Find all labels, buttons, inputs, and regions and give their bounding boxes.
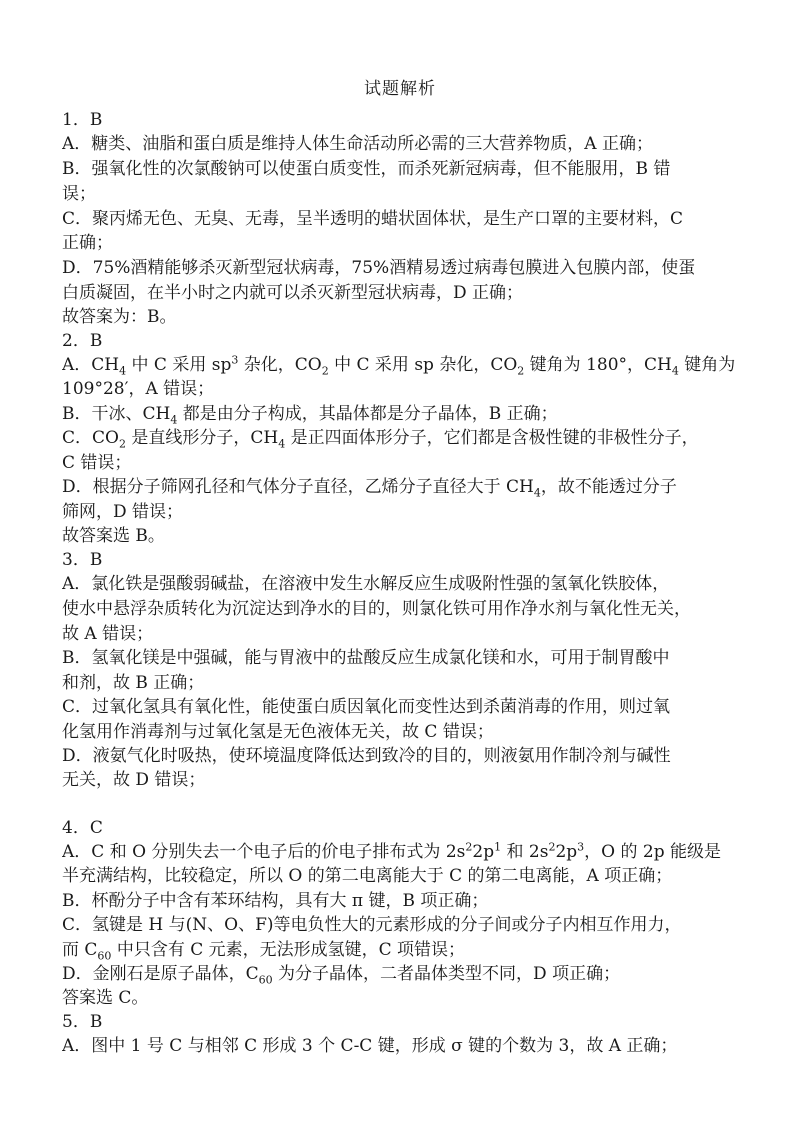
text-line: A．$CH_4$ 中 C 采用 $sp^3$ 杂化，$CO_2$ 中 C 采用 sp 杂化，$CO_2$ 键角为 180°，$CH_4$ 键角为 — [62, 353, 736, 377]
text-line: B．杯酚分子中含有苯环结构，具有大 π 键，B 项正确； — [62, 891, 489, 911]
text-line: 筛网，D 错误； — [62, 502, 184, 522]
text-line: 答案选 C。 — [62, 988, 149, 1008]
text-line: D．根据分子筛网孔径和气体分子直径，乙烯分子直径大于 $CH_4$，故不能透过分子 — [62, 477, 677, 499]
text-line: B．强氧化性的次氯酸钠可以使蛋白质变性，而杀死新冠病毒，但不能服用，B 错 — [62, 159, 671, 179]
text-line: C 错误； — [62, 453, 132, 473]
text-line: D．液氨气化时吸热，使环境温度降低达到致冷的目的，则液氨用作制冷剂与碱性 — [62, 746, 671, 766]
text-line: 使水中悬浮杂质转化为沉淀达到净水的目的，则氯化铁可用作净水剂与氧化性无关， — [62, 599, 691, 619]
text-line: C．氢键是 H 与(N、O、F)等电负性大的元素形成的分子间或分子内相互作用力， — [62, 915, 682, 935]
text-line: A．糖类、油脂和蛋白质是维持人体生命活动所必需的三大营养物质，A 正确； — [62, 134, 653, 154]
text-line: A．氯化铁是强酸弱碱盐，在溶液中发生水解反应生成吸附性强的氢氧化铁胶体， — [62, 574, 670, 594]
text-line: 3．B — [62, 550, 103, 570]
text-line: 109°28′，A 错误； — [62, 379, 215, 399]
text-line: C．$CO_2$ 是直线形分子，$CH_4$ 是正四面体形分子，它们都是含极性键的非极性分子， — [62, 428, 699, 450]
text-line: 故答案为：B。 — [62, 307, 177, 327]
text-line: 正确； — [62, 233, 113, 253]
text-line: A．C 和 O 分别失去一个电子后的价电子排布式为 $2s^22p^1$ 和 $2s^22p^3$，O 的 2p 能级是 — [62, 840, 722, 862]
text-line: D．金刚石是原子晶体，$C_{60}$ 为分子晶体，二者晶体类型不同，D 项正确； — [62, 964, 621, 986]
text-line: 而 $C_{60}$ 中只含有 C 元素，无法形成氢键，C 项错误； — [62, 940, 466, 962]
text-line: 1．B — [62, 110, 103, 130]
text-line: B．干冰、$CH_4$ 都是由分子构成，其晶体都是分子晶体，B 正确； — [62, 404, 558, 426]
text-line: A．图中 1 号 C 与相邻 C 形成 3 个 C-C 键，形成 σ 键的个数为 3，故 A 正确； — [62, 1036, 678, 1056]
text-line: 4．C — [62, 818, 103, 838]
text-line: 2．B — [62, 331, 103, 351]
text-line: 故答案选 B。 — [62, 526, 165, 546]
text-line: B．氢氧化镁是中强碱，能与胃液中的盐酸反应生成氯化镁和水，可用于制胃酸中 — [62, 648, 670, 668]
text-line: 化氢用作消毒剂与过氧化氢是无色液体无关，故 C 错误； — [62, 722, 494, 742]
text-line: 故 A 错误； — [62, 624, 154, 644]
text-line: C．聚丙烯无色、无臭、无毒，呈半透明的蜡状固体状，是生产口罩的主要材料，C — [62, 209, 684, 229]
text-line: 白质凝固，在半小时之内就可以杀灭新型冠状病毒，D 正确； — [62, 283, 524, 303]
text-line: D．75%酒精能够杀灭新型冠状病毒，75%酒精易透过病毒包膜进入包膜内部，使蛋 — [62, 258, 696, 278]
text-line: 半充满结构，比较稳定，所以 O 的第二电离能大于 C 的第二电离能，A 项正确； — [62, 866, 673, 886]
text-line: 无关，故 D 错误； — [62, 770, 206, 790]
text-line: C．过氧化氢具有氧化性，能使蛋白质因氧化而变性达到杀菌消毒的作用，则过氧 — [62, 697, 671, 717]
text-line: 误； — [62, 184, 96, 204]
text-line: 和剂，故 B 正确； — [62, 673, 205, 693]
text-line: 5．B — [62, 1012, 103, 1032]
page-title: 试题解析 — [364, 79, 436, 99]
